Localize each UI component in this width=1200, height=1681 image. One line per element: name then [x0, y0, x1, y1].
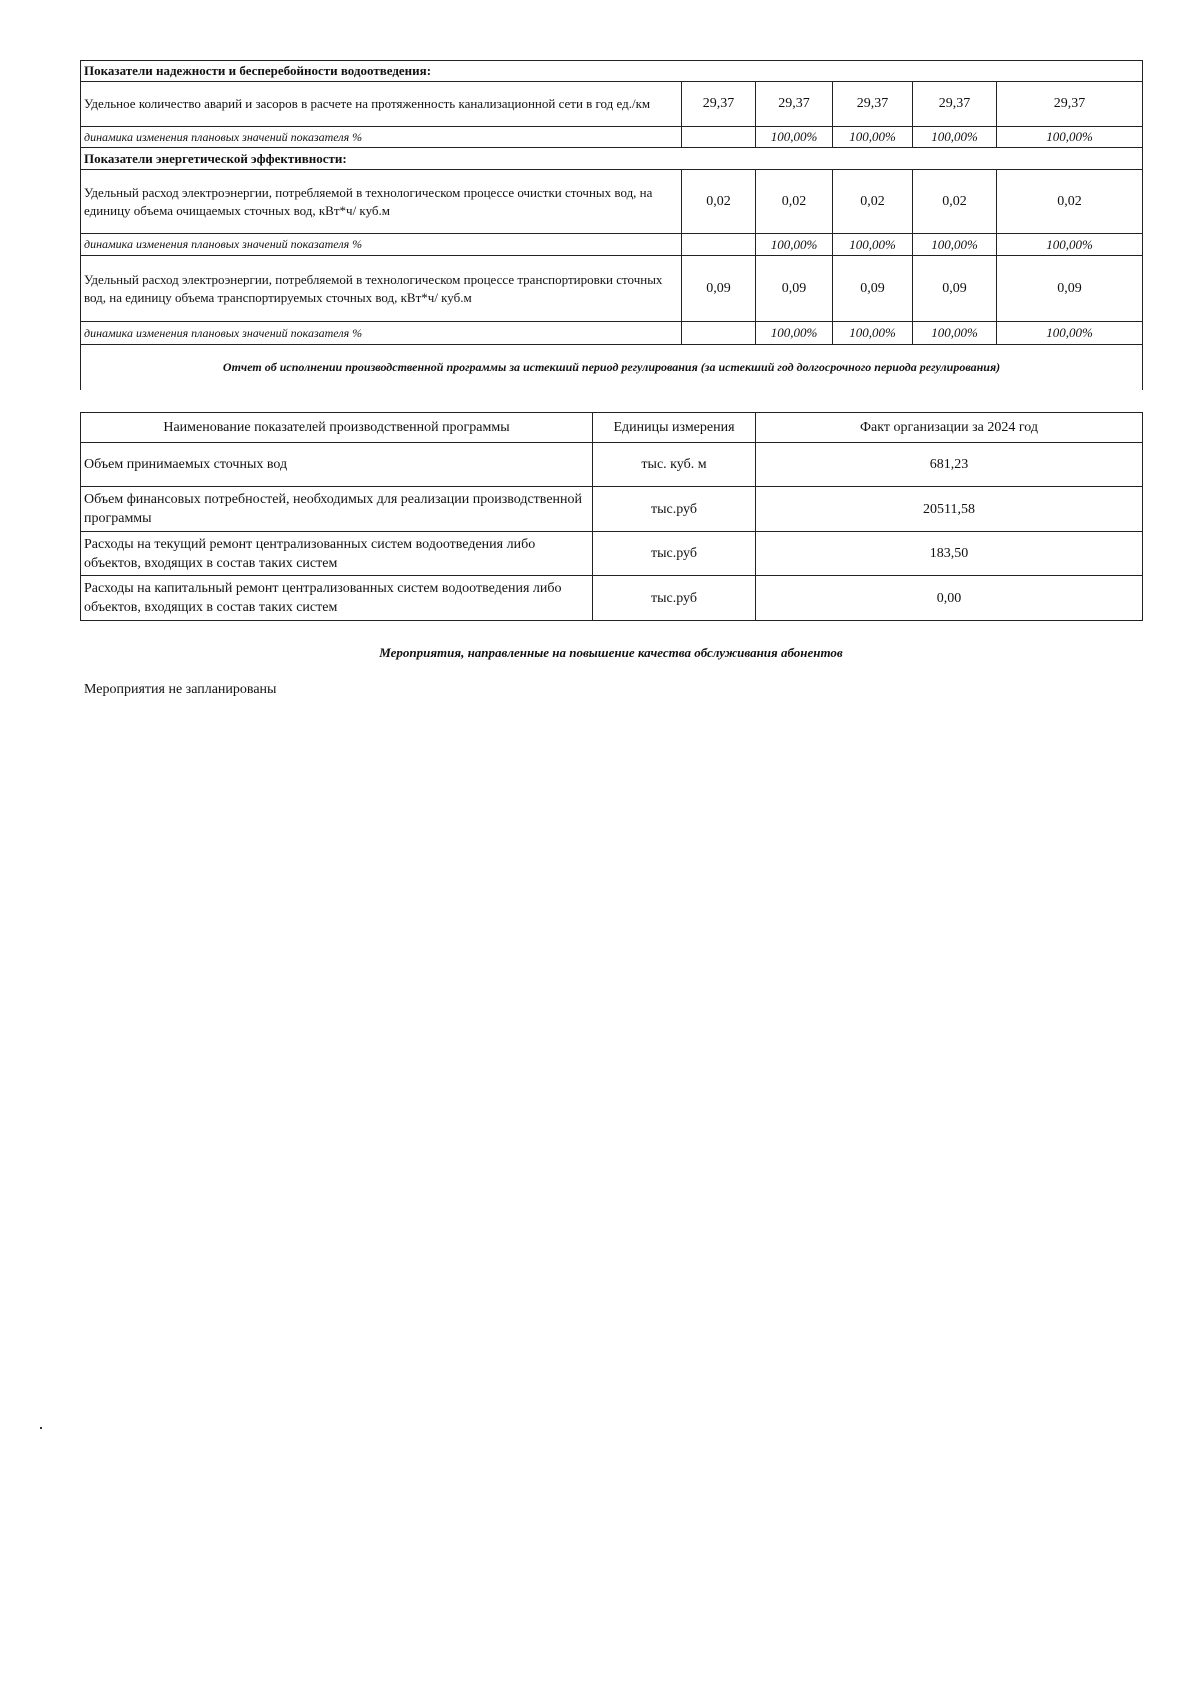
indicator-name: Объем принимаемых сточных вод [81, 443, 593, 487]
column-header-unit: Единицы измерения [593, 413, 756, 443]
value-cell: 0,02 [913, 170, 997, 234]
percent-cell: 100,00% [756, 127, 833, 148]
dynamics-label: динамика изменения плановых значений показателя % [81, 234, 682, 256]
dynamics-label: динамика изменения плановых значений показателя % [81, 127, 682, 148]
percent-cell: 100,00% [756, 234, 833, 256]
value-cell: 0,09 [997, 256, 1143, 322]
table-row [81, 322, 1143, 345]
table-row [81, 256, 1143, 322]
table-row [81, 487, 1143, 532]
value-cell: 29,37 [833, 82, 913, 127]
percent-cell: 100,00% [997, 322, 1143, 345]
percent-cell [682, 322, 756, 345]
value-cell: 0,02 [682, 170, 756, 234]
energy-indicator-label: Удельный расход электроэнергии, потребляемой в технологическом процессе очистки сточных вод, на единицу объема очищаемых сточных вод, кВт*ч/ куб.м [81, 170, 682, 234]
percent-cell [682, 127, 756, 148]
table-row [81, 532, 1143, 576]
table-row [81, 443, 1143, 487]
dynamics-label: динамика изменения плановых значений показателя % [81, 322, 682, 345]
value-cell: 29,37 [997, 82, 1143, 127]
percent-cell [682, 234, 756, 256]
percent-cell: 100,00% [913, 322, 997, 345]
table-row [81, 170, 1143, 234]
fact-cell: 183,50 [756, 532, 1143, 576]
scan-speck [40, 1427, 42, 1429]
table-row [81, 82, 1143, 127]
table-row [81, 576, 1143, 621]
value-cell: 0,09 [682, 256, 756, 322]
percent-cell: 100,00% [997, 234, 1143, 256]
indicator-name: Расходы на текущий ремонт централизованных систем водоотведения либо объектов, входящих в состав таких систем [81, 532, 593, 576]
indicator-name: Объем финансовых потребностей, необходимых для реализации производственной программы [81, 487, 593, 532]
column-header-name: Наименование показателей производственной программы [81, 413, 593, 443]
fact-cell: 20511,58 [756, 487, 1143, 532]
indicators-table [80, 60, 1143, 390]
value-cell: 29,37 [913, 82, 997, 127]
percent-cell: 100,00% [913, 234, 997, 256]
column-header-fact: Факт организации за 2024 год [756, 413, 1143, 443]
energy-indicator-label: Удельный расход электроэнергии, потребляемой в технологическом процессе транспортировки сточных вод, на единицу объема транспортируемых сточных вод, кВт*ч/ куб.м [81, 256, 682, 322]
measures-title: Мероприятия, направленные на повышение качества обслуживания абонентов [379, 645, 843, 660]
fact-cell: 0,00 [756, 576, 1143, 621]
energy-header: Показатели энергетической эффективности: [81, 148, 1143, 170]
measures-text: Мероприятия не запланированы [84, 682, 277, 697]
value-cell: 29,37 [756, 82, 833, 127]
percent-cell: 100,00% [756, 322, 833, 345]
value-cell: 0,09 [833, 256, 913, 322]
table-row [81, 234, 1143, 256]
percent-cell: 100,00% [833, 127, 913, 148]
report-title: Отчет об исполнении производственной программы за истекший период регулирования (за истекший год долгосрочного периода регулирования) [81, 345, 1143, 390]
percent-cell: 100,00% [913, 127, 997, 148]
percent-cell: 100,00% [997, 127, 1143, 148]
value-cell: 0,02 [756, 170, 833, 234]
reliability-header: Показатели надежности и бесперебойности водоотведения: [81, 61, 1143, 82]
value-cell: 0,02 [833, 170, 913, 234]
unit-cell: тыс. куб. м [593, 443, 756, 487]
table-row [81, 127, 1143, 148]
value-cell: 29,37 [682, 82, 756, 127]
value-cell: 0,09 [913, 256, 997, 322]
fact-cell: 681,23 [756, 443, 1143, 487]
unit-cell: тыс.руб [593, 532, 756, 576]
value-cell: 0,09 [756, 256, 833, 322]
unit-cell: тыс.руб [593, 487, 756, 532]
unit-cell: тыс.руб [593, 576, 756, 621]
indicator-name: Расходы на капитальный ремонт централизованных систем водоотведения либо объектов, входящих в состав таких систем [81, 576, 593, 621]
percent-cell: 100,00% [833, 234, 913, 256]
production-program-table [80, 412, 1143, 621]
value-cell: 0,02 [997, 170, 1143, 234]
percent-cell: 100,00% [833, 322, 913, 345]
reliability-indicator-label: Удельное количество аварий и засоров в расчете на протяженность канализационной сети в год ед./км [81, 82, 682, 127]
